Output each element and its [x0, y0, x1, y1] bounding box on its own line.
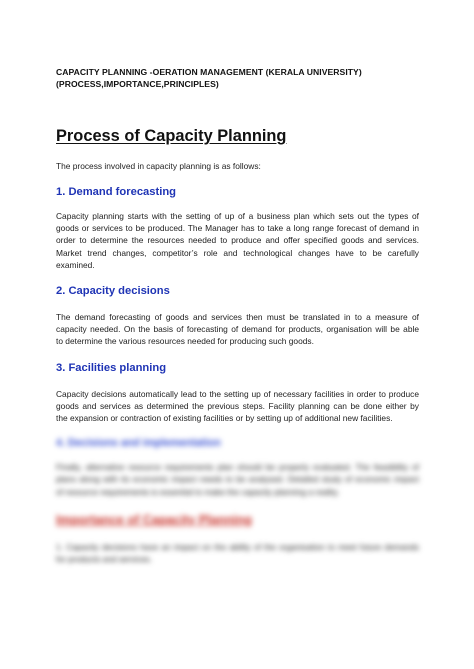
paragraph-line: capacity needed. On the basis of forecasting of demand for products, organisation will be able: [56, 324, 419, 335]
paragraph-line: goods or services to be produced. The Manager has to take a long range forecast of demand in: [56, 223, 419, 234]
document-content: [56, 66, 419, 565]
importance-heading: Importance of Capacity Planning: [56, 512, 252, 527]
paragraph-line: Capacity decisions automatically lead to the setting up of necessary facilities in order to produce: [56, 388, 419, 399]
paragraph-line: order to determine the resources needed to produce and offer specified goods and services.: [56, 235, 419, 246]
header-line-1: CAPACITY PLANNING -OERATION MANAGEMENT (KERALA UNIVERSITY): [56, 67, 362, 77]
paragraph-line: examined.: [56, 259, 95, 270]
paragraph-line: to determine the various resources needed for producing such goods.: [56, 336, 314, 347]
section-heading-facilities-planning: 3. Facilities planning: [56, 361, 167, 374]
paragraph-line: plans along with its economic impact needs to be analysed. Detailed study of economic impact: [56, 474, 419, 485]
section-paragraph-capacity-decisions: [56, 311, 419, 348]
paragraph-line: 1. Capacity decisions have an impact on the ability of the organisation to meet future demands: [56, 541, 419, 552]
section-heading-capacity-decisions: 2. Capacity decisions: [56, 285, 170, 298]
intro-text: The process involved in capacity planning is as follows:: [56, 161, 261, 171]
paragraph-line: for products and services.: [56, 554, 152, 565]
importance-paragraph: [56, 541, 419, 565]
section-paragraph-demand-forecasting: [56, 210, 419, 271]
paragraph-line: Market trend changes, competitor’s role and technological changes have to be carefully: [56, 247, 419, 258]
section-heading-demand-forecasting: 1. Demand forecasting: [56, 186, 176, 198]
blurred-preview-region: [56, 436, 419, 565]
paragraph-line: goods and services as determined the previous steps. Facility planning can be done either by: [56, 400, 419, 411]
paragraph-line: Finally, alternative resource requirements plan should be properly evaluated. The feasibility of: [56, 462, 419, 473]
paragraph-line: the expansion or contraction of existing facilities or by setting up of additional new facilities.: [56, 413, 393, 424]
paragraph-line: The demand forecasting of goods and services then must be translated in to a measure of: [56, 312, 419, 323]
section-paragraph-facilities-planning: [56, 388, 419, 425]
paragraph-line: of resource requirements is essential to make the capacity planning a reality.: [56, 486, 340, 497]
section-heading-decisions-implementation: 4. Decisions and implementation: [56, 437, 221, 450]
paragraph-line: Capacity planning starts with the setting of up of a business plan which sets out the types of: [56, 211, 419, 221]
page-title: Process of Capacity Planning: [56, 127, 287, 145]
header-line-2: (PROCESS,IMPORTANCE,PRINCIPLES): [56, 79, 219, 89]
document-header: [56, 66, 419, 90]
section-paragraph-decisions-implementation: [56, 461, 419, 498]
